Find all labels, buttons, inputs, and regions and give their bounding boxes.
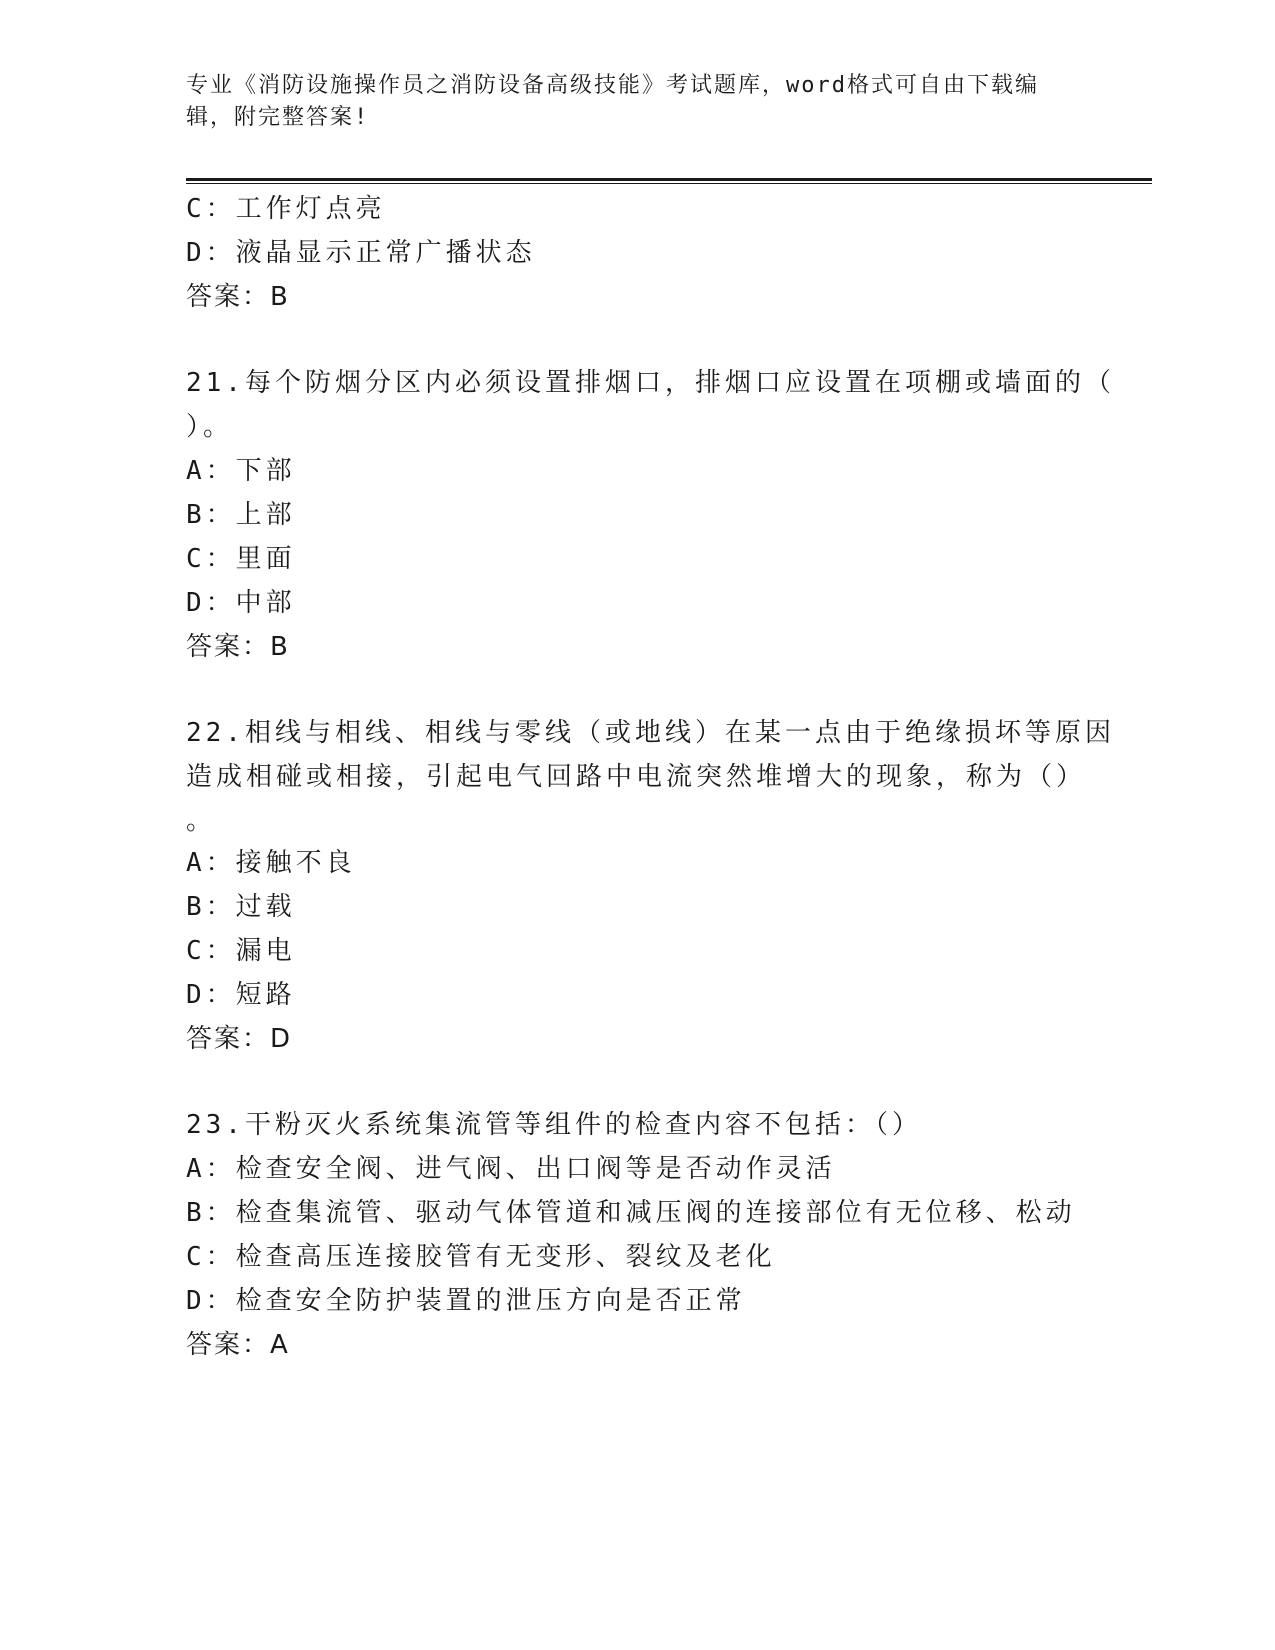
q22-option-c: C：漏电 — [186, 936, 296, 966]
q20-answer: 答案：B — [186, 282, 290, 312]
q22-option-b: B：过载 — [186, 892, 296, 922]
header-line-2: 辑，附完整答案! — [186, 105, 370, 130]
q22-stem-line-2: 造成相碰或相接，引起电气回路中电流突然堆增大的现象，称为（） — [186, 762, 1087, 792]
document-header — [186, 70, 1066, 134]
q21-option-d: D：中部 — [186, 588, 296, 618]
header-line-1: 专业《消防设施操作员之消防设备高级技能》考试题库，word格式可自由下载编 — [186, 73, 1039, 98]
q21-stem-line-1: 21.每个防烟分区内必须设置排烟口，排烟口应设置在项棚或墙面的（ — [186, 368, 1115, 398]
header-divider-thick — [186, 178, 1152, 181]
q23-answer: 答案：A — [186, 1330, 290, 1360]
q20-option-c: C：工作灯点亮 — [186, 194, 386, 224]
q22-stem-line-3: 。 — [186, 806, 217, 836]
header-divider-thin — [186, 183, 1152, 184]
q22-answer: 答案：D — [186, 1024, 293, 1054]
q23-option-a: A：检查安全阀、进气阀、出口阀等是否动作灵活 — [186, 1154, 836, 1184]
q23-option-d: D：检查安全防护装置的泄压方向是否正常 — [186, 1286, 746, 1316]
q23-stem-line-1: 23.干粉灭火系统集流管等组件的检查内容不包括：（） — [186, 1110, 922, 1140]
q21-stem-line-2: ）。 — [186, 412, 234, 442]
q22-option-a: A：接触不良 — [186, 848, 356, 878]
q21-answer: 答案：B — [186, 632, 290, 662]
q21-option-c: C：里面 — [186, 544, 296, 574]
q21-option-a: A：下部 — [186, 456, 296, 486]
q23-option-c: C：检查高压连接胶管有无变形、裂纹及老化 — [186, 1242, 776, 1272]
q22-stem-line-1: 22.相线与相线、相线与零线（或地线）在某一点由于绝缘损坏等原因 — [186, 718, 1115, 748]
q20-option-d: D：液晶显示正常广播状态 — [186, 238, 536, 268]
q23-option-b: B：检查集流管、驱动气体管道和减压阀的连接部位有无位移、松动 — [186, 1198, 1076, 1228]
q22-option-d: D：短路 — [186, 980, 296, 1010]
q21-option-b: B：上部 — [186, 500, 296, 530]
